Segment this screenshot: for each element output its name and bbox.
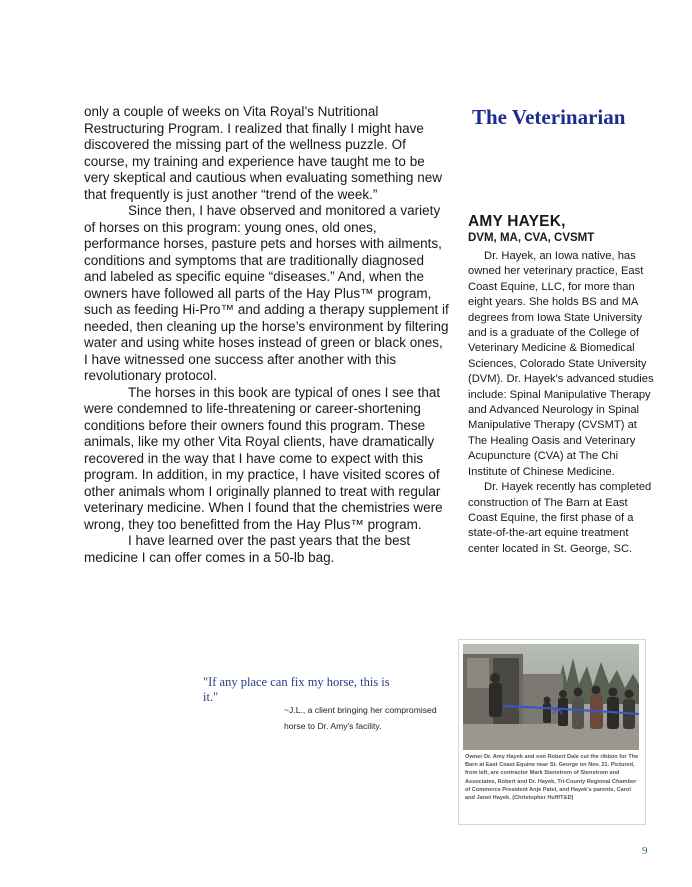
sidebar-heading: The Veterinarian	[472, 105, 626, 129]
veterinarian-bio	[468, 212, 654, 557]
vet-name: AMY HAYEK,	[468, 213, 566, 230]
article-paragraph: Since then, I have observed and monitored a variety of horses on this program: young ones, old ones, performance horses, pasture pets and horses with ailments, conditions and symptoms that are traditionally diagnosed and labeled as specific equine “diseases.” And, when the owners have followed all parts of the Hay Plus™ program, such as feeding Hi-Pro™ and adding a therapy supplement if needed, then cleaning up the horse’s environment by filtering water and using white hoses instead of green or black ones, I have witnessed one success after another with this revolutionary protocol.	[84, 203, 449, 383]
ribbon-cutting-photo	[463, 644, 639, 750]
article-paragraph: The horses in this book are typical of ones I see that were condemned to life-threatening or career-shortening conditions before their owners found this program. These animals, like my other Vita Royal clients, have dramatically recovered in the way that I have come to expect with this program. In addition, in my practice, I have visited scores of other animals whom I originally planned to treat with regular veterinary medicine. When I found that the chemistries were wrong, they too benefitted from the Hay Plus™ program.	[84, 384, 443, 532]
ribbon-cutting-photo-frame	[458, 639, 646, 825]
vet-credentials: DVM, MA, CVA, CVSMT	[468, 232, 595, 244]
bio-paragraph: Dr. Hayek, an Iowa native, has owned her veterinary practice, East Coast Equine, LLC, for more than eight years. She holds BS and MA degrees from Iowa State University and is a graduate of the College of Veterinary Medicine & Biomedical Sciences, Colorado State University (DVM). Dr. Hayek's advanced studies include: Spinal Manipulative Therapy and Advanced Neurology in Spinal Manipulative Therapy (CVSMT) at The Healing Oasis and Veterinary Acupuncture (CVA) at The Chi Institute of Chinese Medicine.	[468, 250, 654, 478]
page-number: 9	[642, 845, 648, 857]
bio-paragraph: Dr. Hayek recently has completed construction of The Barn at East Coast Equine, the first phase of a state-of-the-art equine treatment center located in St. George, SC.	[468, 481, 652, 555]
article-body	[84, 104, 450, 566]
quote-attribution: ~J.L., a client bringing her compromised horse to Dr. Amy's facility.	[284, 705, 437, 731]
article-paragraph: only a couple of weeks on Vita Royal’s Nutritional Restructuring Program. I realized that finally I might have discovered the missing part of the wellness puzzle. Of course, my training and experience have taught me to be very skeptical and cautious when evaluating something new that frequently is just another “trend of the week.”	[84, 104, 442, 202]
article-paragraph: I have learned over the past years that the best medicine I can offer comes in a 50-lb bag.	[84, 533, 411, 565]
photo-caption: Owner Dr. Amy Hayek and son Robert Dale cut the ribbon for The Barn at East Coast Equine near St. George on Nov. 21. Pictured, from left, are contractor Mark Stenstrom of Stenstrom and Associates, Robert and Dr. Hayek, Tri-County Regional Chamber of Commerce President Anje Patel, and Hayek's parents, Carol and Janet Hayek. (Christopher Huff/T&D)	[465, 754, 639, 802]
client-quote: "If any place can fix my horse, this is it."	[203, 675, 390, 704]
